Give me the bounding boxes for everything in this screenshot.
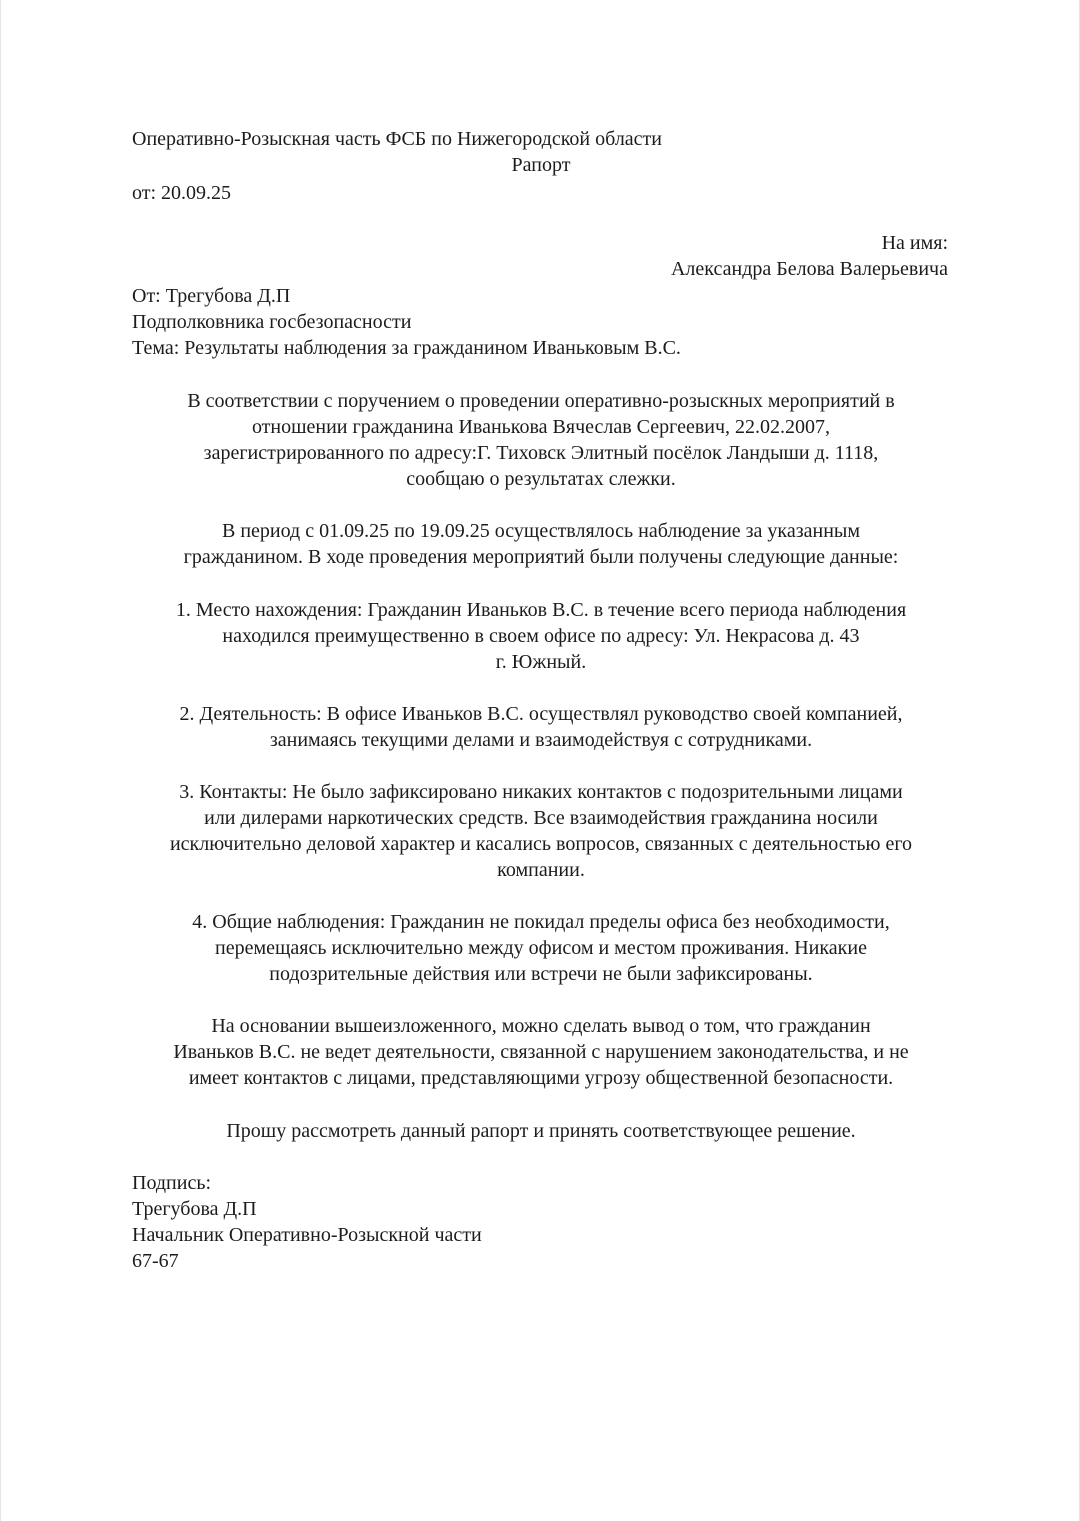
signature-label: Подпись: [132, 1172, 212, 1194]
request-line: Прошу рассмотреть данный рапорт и принять соответствующее решение. [226, 1120, 856, 1142]
period-line: В период с 01.09.25 по 19.09.25 осуществлялось наблюдение за указанным [222, 520, 860, 542]
signature-code: 67-67 [132, 1250, 179, 1272]
finding-line: исключительно деловой характер и касались вопросов, связанных с деятельностью его [169, 833, 913, 855]
document-title: Рапорт [511, 154, 571, 176]
sender-rank: Подполковника госбезопасности [132, 311, 412, 333]
finding-line: 4. Общие наблюдения: Гражданин не покидал пределы офиса без необходимости, [192, 911, 890, 933]
sender-from: От: Трегубова Д.П [132, 285, 291, 307]
signature-position: Начальник Оперативно-Розыскной части [132, 1224, 482, 1246]
report-subject: Тема: Результаты наблюдения за гражданином Иваньковым В.С. [132, 337, 681, 359]
finding-line: или дилерами наркотических средств. Все взаимодействия гражданина носили [204, 807, 878, 829]
conclusion-line: имеет контактов с лицами, представляющими угрозу общественной безопасности. [188, 1067, 894, 1089]
intro-line: отношении гражданина Иванькова Вячеслав Сергеевич, 22.02.2007, [251, 416, 831, 438]
finding-line: находился преимущественно в своем офисе по адресу: Ул. Некрасова д. 43 [222, 625, 860, 647]
organization-name: Оперативно-Розыскная часть ФСБ по Нижегородской области [132, 128, 662, 150]
finding-line: 1. Место нахождения: Гражданин Иваньков В.С. в течение всего периода наблюдения [175, 599, 907, 621]
conclusion-line: Иваньков В.С. не ведет деятельности, связанной с нарушением законодательства, и не [173, 1041, 909, 1063]
finding-line: 3. Контакты: Не было зафиксировано никаких контактов с подозрительными лицами [179, 781, 903, 803]
conclusion-line: На основании вышеизложенного, можно сделать вывод о том, что гражданин [211, 1015, 871, 1037]
addressee-name: Александра Белова Валерьевича [670, 258, 948, 280]
finding-line: компании. [497, 859, 585, 881]
intro-line: В соответствии с поручением о проведении оперативно-розыскных мероприятий в [187, 390, 895, 412]
finding-line: 2. Деятельность: В офисе Иваньков В.С. осуществлял руководство своей компанией, [179, 703, 903, 725]
intro-line: зарегистрированного по адресу:Г. Тиховск Элитный посёлок Ландыши д. 1118, [203, 442, 879, 464]
finding-line: перемещаясь исключительно между офисом и местом проживания. Никакие [215, 937, 867, 959]
signature-name: Трегубова Д.П [132, 1198, 257, 1220]
finding-line: занимаясь текущими делами и взаимодействуя с сотрудниками. [269, 729, 813, 751]
document-date: от: 20.09.25 [132, 182, 232, 204]
addressee-label: На имя: [881, 232, 948, 254]
intro-line: сообщаю о результатах слежки. [406, 468, 676, 490]
period-line: гражданином. В ходе проведения мероприятий были получены следующие данные: [183, 546, 899, 568]
finding-line: подозрительные действия или встречи не были зафиксированы. [269, 963, 813, 985]
finding-line: г. Южный. [495, 651, 587, 673]
